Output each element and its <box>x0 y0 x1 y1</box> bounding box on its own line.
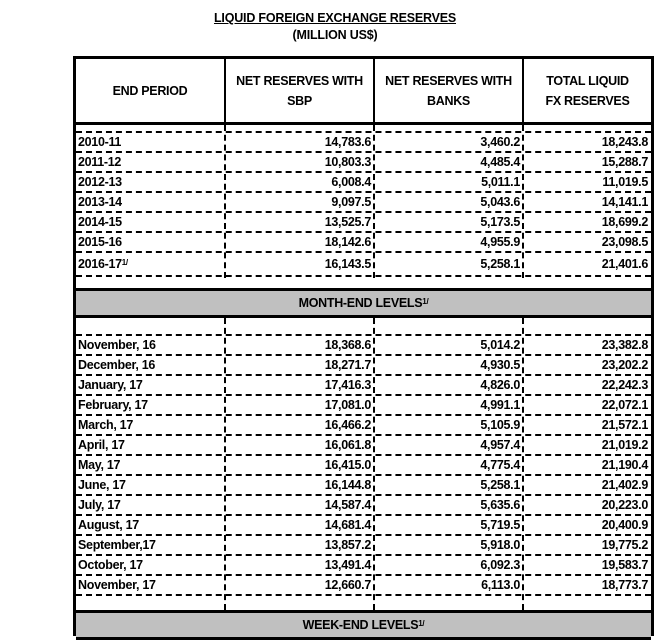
total-cell-value: 23,202.2 <box>601 358 648 372</box>
banks-cell-value: 6,092.3 <box>480 558 520 572</box>
sbp-cell <box>226 153 371 171</box>
sbp-cell <box>226 556 371 574</box>
sbp-cell-value: 13,857.2 <box>324 538 371 552</box>
banks-cell-value: 4,775.4 <box>480 458 520 472</box>
band-label: WEEK-END LEVELS <box>302 618 419 632</box>
table-row <box>76 133 651 153</box>
banks-cell-value: 5,918.0 <box>480 538 520 552</box>
banks-cell <box>375 496 520 514</box>
total-cell <box>524 253 648 275</box>
period-cell <box>78 536 223 554</box>
annual-section <box>76 125 651 278</box>
banks-cell-value: 5,043.6 <box>480 195 520 209</box>
header-label-line1: NET RESERVES WITH <box>236 73 363 88</box>
table-row <box>76 436 651 456</box>
period-cell <box>78 173 223 191</box>
sbp-cell-value: 16,061.8 <box>324 438 371 452</box>
total-cell-value: 21,190.4 <box>601 458 648 472</box>
period-cell-value: April, 17 <box>78 438 125 452</box>
period-cell-value: March, 17 <box>78 418 133 432</box>
banks-cell <box>375 153 520 171</box>
period-cell-value: January, 17 <box>78 378 143 392</box>
table-row <box>76 173 651 193</box>
total-cell <box>524 536 648 554</box>
sbp-cell-value: 9,097.5 <box>331 195 371 209</box>
total-cell-value: 23,098.5 <box>601 235 648 249</box>
period-cell <box>78 193 223 211</box>
banks-cell <box>375 253 520 275</box>
sbp-cell-value: 14,681.4 <box>324 518 371 532</box>
total-cell-value: 15,288.7 <box>601 155 648 169</box>
header-label-line1: TOTAL LIQUID <box>546 73 629 88</box>
reserves-table <box>73 56 654 636</box>
total-cell-value: 22,072.1 <box>601 398 648 412</box>
table-row <box>76 456 651 476</box>
banks-cell-value: 5,105.9 <box>480 418 520 432</box>
total-cell <box>524 516 648 534</box>
period-cell <box>78 476 223 494</box>
sbp-cell <box>226 456 371 474</box>
total-cell-value: 22,242.3 <box>601 378 648 392</box>
total-cell <box>524 476 648 494</box>
banks-cell-value: 4,485.4 <box>480 155 520 169</box>
total-cell-value: 14,141.1 <box>601 195 648 209</box>
banks-cell-value: 4,957.4 <box>480 438 520 452</box>
total-cell-value: 20,400.9 <box>601 518 648 532</box>
period-cell <box>78 233 223 251</box>
total-cell <box>524 496 648 514</box>
table-row <box>76 213 651 233</box>
sbp-cell <box>226 356 371 374</box>
banks-cell <box>375 456 520 474</box>
period-cell <box>78 456 223 474</box>
sbp-cell-value: 18,368.6 <box>324 338 371 352</box>
banks-cell-value: 5,719.5 <box>480 518 520 532</box>
total-cell-value: 21,019.2 <box>601 438 648 452</box>
period-cell-value: 2011-12 <box>78 155 122 169</box>
table-row <box>76 536 651 556</box>
period-cell <box>78 153 223 171</box>
total-cell <box>524 436 648 454</box>
banks-cell-value: 5,258.1 <box>480 478 520 492</box>
period-cell <box>78 556 223 574</box>
header-label-line2: SBP <box>287 93 312 108</box>
banks-cell <box>375 396 520 414</box>
total-cell <box>524 576 648 594</box>
period-cell-value: 2013-14 <box>78 195 122 209</box>
total-cell <box>524 376 648 394</box>
banks-cell <box>375 536 520 554</box>
blank-row <box>76 316 651 336</box>
total-cell <box>524 233 648 251</box>
sbp-cell-value: 14,587.4 <box>324 498 371 512</box>
sbp-cell <box>226 436 371 454</box>
sbp-cell <box>226 213 371 231</box>
total-cell <box>524 456 648 474</box>
banks-cell-value: 6,113.0 <box>481 578 520 592</box>
banks-cell-value: 5,258.1 <box>480 257 520 271</box>
total-cell-value: 21,401.6 <box>601 257 648 271</box>
total-cell-value: 18,243.8 <box>601 135 648 149</box>
period-cell-value: 2012-13 <box>78 175 122 189</box>
total-cell-value: 19,583.7 <box>601 558 648 572</box>
total-cell-value: 11,019.5 <box>602 175 648 189</box>
table-row <box>76 476 651 496</box>
table-row <box>76 233 651 253</box>
total-cell <box>524 396 648 414</box>
header-label-line1: NET RESERVES WITH <box>385 73 512 88</box>
banks-cell <box>375 376 520 394</box>
period-cell <box>78 376 223 394</box>
period-cell-value: February, 17 <box>78 398 148 412</box>
sbp-cell <box>226 576 371 594</box>
sbp-cell <box>226 233 371 251</box>
table-row <box>76 496 651 516</box>
sbp-cell <box>226 193 371 211</box>
period-cell <box>78 496 223 514</box>
period-cell-value: September,17 <box>78 538 156 552</box>
period-cell <box>78 436 223 454</box>
report-title: LIQUID FOREIGN EXCHANGE RESERVES <box>213 11 457 25</box>
sbp-cell-value: 14,783.6 <box>324 135 371 149</box>
period-cell-value: June, 17 <box>78 478 126 492</box>
period-cell-value: 2014-15 <box>78 215 122 229</box>
banks-cell <box>375 336 520 354</box>
period-cell <box>78 133 223 151</box>
period-cell-value: July, 17 <box>78 498 121 512</box>
sbp-cell-value: 17,081.0 <box>324 398 371 412</box>
table-row <box>76 556 651 576</box>
banks-cell <box>375 576 520 594</box>
banks-cell-value: 3,460.2 <box>480 135 520 149</box>
banks-cell <box>375 416 520 434</box>
sbp-cell-value: 16,415.0 <box>324 458 371 472</box>
total-cell <box>524 356 648 374</box>
total-cell <box>524 336 648 354</box>
period-cell-value: May, 17 <box>78 458 121 472</box>
month-end-band: MONTH-END LEVELS $^{1/}$ <box>76 288 651 318</box>
period-cell-value: October, 17 <box>78 558 143 572</box>
banks-cell <box>375 516 520 534</box>
banks-cell <box>375 133 520 151</box>
period-cell <box>78 213 223 231</box>
period-cell-value: November, 17 <box>78 578 156 592</box>
sbp-cell <box>226 173 371 191</box>
total-cell <box>524 133 648 151</box>
total-cell-value: 18,773.7 <box>601 578 648 592</box>
monthly-section <box>76 318 651 610</box>
sbp-cell <box>226 396 371 414</box>
period-cell <box>78 336 223 354</box>
total-cell-value: 20,223.0 <box>601 498 648 512</box>
sbp-cell-value: 16,144.8 <box>324 478 371 492</box>
table-row <box>76 376 651 396</box>
total-cell <box>524 193 648 211</box>
banks-cell-value: 4,826.0 <box>480 378 520 392</box>
banks-cell-value: 5,173.5 <box>480 215 520 229</box>
sbp-cell-value: 18,271.7 <box>324 358 371 372</box>
total-cell <box>524 153 648 171</box>
period-cell-value: 2016-17 <box>78 257 122 271</box>
total-cell-value: 18,699.2 <box>601 215 648 229</box>
total-cell <box>524 173 648 191</box>
sbp-cell-value: 16,466.2 <box>324 418 371 432</box>
header-label: END PERIOD <box>112 83 188 98</box>
total-cell <box>524 416 648 434</box>
table-row <box>76 253 651 277</box>
table-row <box>76 416 651 436</box>
banks-cell-value: 5,014.2 <box>480 338 520 352</box>
total-cell <box>524 556 648 574</box>
sbp-cell <box>226 336 371 354</box>
sbp-cell-value: 13,525.7 <box>324 215 371 229</box>
sbp-cell-value: 16,143.5 <box>324 257 371 271</box>
banks-cell <box>375 233 520 251</box>
week-end-band: WEEK-END LEVELS $^{1/}$ <box>76 610 651 640</box>
total-cell-value: 19,775.2 <box>601 538 648 552</box>
banks-cell-value: 4,955.9 <box>480 235 520 249</box>
table-row <box>76 193 651 213</box>
total-cell <box>524 213 648 231</box>
banks-cell-value: 4,930.5 <box>480 358 520 372</box>
banks-cell-value: 4,991.1 <box>480 398 520 412</box>
banks-cell <box>375 213 520 231</box>
period-cell <box>78 516 223 534</box>
sbp-cell-value: 17,416.3 <box>324 378 371 392</box>
period-cell <box>78 396 223 414</box>
period-cell-value: 2015-16 <box>78 235 122 249</box>
table-row <box>76 336 651 356</box>
band-label: MONTH-END LEVELS <box>298 296 423 310</box>
sbp-cell-value: 12,660.7 <box>324 578 371 592</box>
sbp-cell <box>226 496 371 514</box>
blank-row <box>76 113 651 133</box>
period-cell <box>78 576 223 594</box>
total-cell-value: 23,382.8 <box>601 338 648 352</box>
table-row <box>76 356 651 376</box>
total-cell-value: 21,572.1 <box>601 418 648 432</box>
header-label-line2: FX RESERVES <box>545 93 630 108</box>
sbp-cell-value: 10,803.3 <box>324 155 371 169</box>
period-cell-value: December, 16 <box>78 358 156 372</box>
sbp-cell <box>226 516 371 534</box>
sbp-cell <box>226 476 371 494</box>
banks-cell <box>375 173 520 191</box>
banks-cell <box>375 436 520 454</box>
period-cell: 2016-17 $^{1/}$ <box>78 257 128 271</box>
banks-cell <box>375 356 520 374</box>
table-row <box>76 396 651 416</box>
sbp-cell-value: 6,008.4 <box>331 175 371 189</box>
sbp-cell-value: 18,142.6 <box>324 235 371 249</box>
banks-cell <box>375 476 520 494</box>
report-units: (MILLION US$) <box>292 28 378 42</box>
sbp-cell <box>226 253 371 275</box>
table-row <box>76 576 651 596</box>
banks-cell-value: 5,635.6 <box>480 498 520 512</box>
table-row <box>76 153 651 173</box>
banks-cell <box>375 556 520 574</box>
total-cell-value: 21,402.9 <box>601 478 648 492</box>
sbp-cell <box>226 376 371 394</box>
period-cell-value: November, 16 <box>78 338 156 352</box>
sbp-cell <box>226 133 371 151</box>
sbp-cell <box>226 536 371 554</box>
sbp-cell-value: 13,491.4 <box>324 558 371 572</box>
sbp-cell <box>226 416 371 434</box>
banks-cell-value: 5,011.1 <box>481 175 520 189</box>
period-cell <box>78 416 223 434</box>
table-row <box>76 516 651 536</box>
period-cell-value: August, 17 <box>78 518 139 532</box>
period-cell <box>78 356 223 374</box>
header-label-line2: BANKS <box>427 93 470 108</box>
banks-cell <box>375 193 520 211</box>
period-cell-value: 2010-11 <box>78 135 122 149</box>
